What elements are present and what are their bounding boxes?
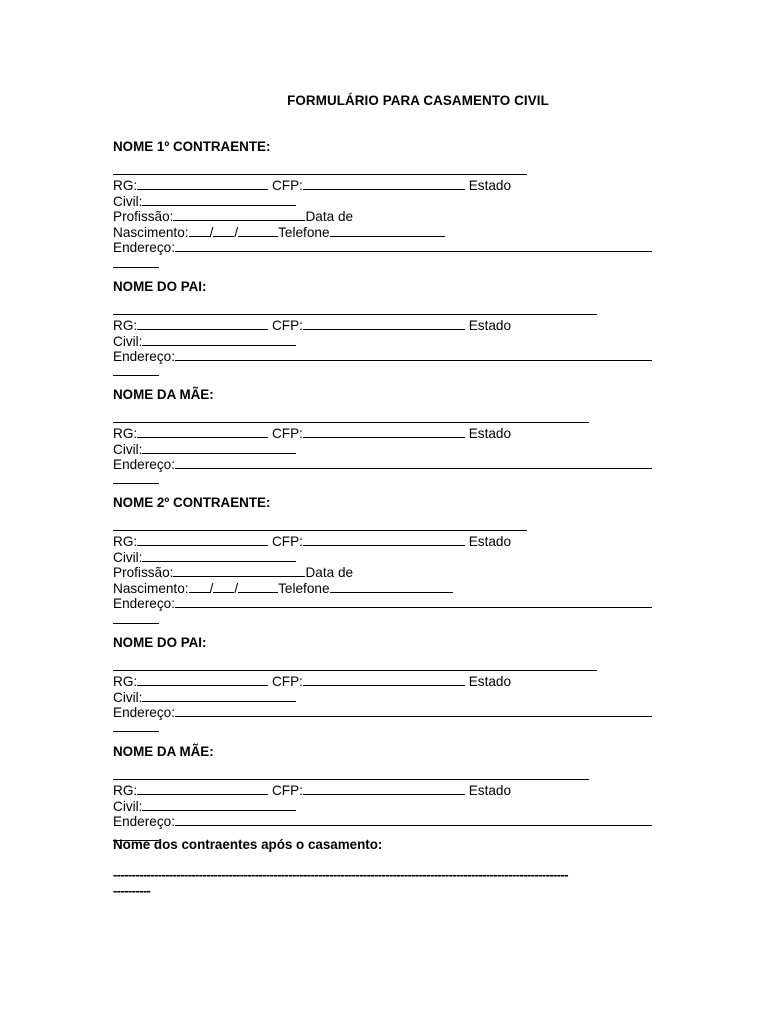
- rg-field[interactable]: [137, 425, 268, 438]
- estado-label: Estado: [468, 426, 512, 441]
- cfp-label: CFP:: [271, 178, 303, 193]
- civil-field[interactable]: [142, 333, 296, 346]
- name-field[interactable]: [113, 303, 658, 317]
- endereco-row: [113, 348, 658, 364]
- month-field[interactable]: [213, 224, 234, 237]
- civil-label: Civil:: [113, 193, 143, 209]
- endereco-row: [113, 813, 658, 829]
- estado-label: Estado: [468, 318, 512, 333]
- telefone-field[interactable]: [330, 580, 453, 593]
- name-field[interactable]: [113, 163, 658, 177]
- profissao-label: Profissão:: [113, 565, 174, 581]
- endereco-label: Endereço:: [113, 240, 175, 256]
- civil-row: [113, 441, 658, 457]
- data-de-label: Data de: [305, 565, 354, 581]
- endereco-field[interactable]: [175, 456, 652, 469]
- data-de-label: Data de: [305, 209, 354, 225]
- civil-label: Civil:: [113, 441, 143, 457]
- name-field[interactable]: [113, 659, 658, 673]
- estado-label: Estado: [468, 178, 512, 193]
- rg-cfp-row: [113, 425, 658, 441]
- endereco-row: [113, 456, 658, 472]
- cfp-label: CFP:: [271, 783, 303, 798]
- rg-cfp-row: [113, 317, 658, 333]
- nascimento-row: [113, 580, 658, 596]
- telefone-label: Telefone: [278, 580, 330, 596]
- nascimento-label: Nascimento:: [113, 224, 189, 240]
- civil-row: [113, 549, 658, 565]
- civil-field[interactable]: [142, 193, 296, 206]
- section-heading: NOME DO PAI:: [113, 635, 207, 650]
- civil-field[interactable]: [142, 549, 296, 562]
- final-dash-line[interactable]: --------------------------------------------------------------------------------------------------------------------------: [113, 867, 568, 882]
- endereco-label: Endereço:: [113, 814, 175, 830]
- civil-row: [113, 689, 658, 705]
- year-field[interactable]: [238, 580, 278, 593]
- section-mae-1: [113, 387, 658, 487]
- rg-label: RG:: [113, 426, 138, 441]
- endereco-field[interactable]: [175, 704, 652, 717]
- rg-cfp-row: [113, 673, 658, 689]
- civil-field[interactable]: [142, 689, 296, 702]
- month-field[interactable]: [213, 580, 234, 593]
- cfp-field[interactable]: [303, 673, 465, 686]
- final-heading: Nome dos contraentes após o casamento:: [113, 837, 383, 852]
- date-separator: /: [234, 580, 239, 596]
- rg-field[interactable]: [137, 782, 268, 795]
- date-separator: /: [209, 224, 214, 240]
- date-separator: /: [209, 580, 214, 596]
- telefone-field[interactable]: [330, 224, 445, 237]
- endereco-label: Endereço:: [113, 596, 175, 612]
- cfp-label: CFP:: [271, 426, 303, 441]
- rg-field[interactable]: [137, 177, 268, 190]
- rg-cfp-row: [113, 533, 658, 549]
- section-heading: NOME 2º CONTRAENTE:: [113, 495, 271, 510]
- rg-label: RG:: [113, 534, 138, 549]
- endereco-field[interactable]: [175, 348, 652, 361]
- endereco-continuation[interactable]: [113, 472, 658, 488]
- civil-row: [113, 193, 658, 209]
- civil-label: Civil:: [113, 798, 143, 814]
- section-heading: NOME DA MÃE:: [113, 387, 214, 402]
- endereco-continuation[interactable]: [113, 255, 658, 271]
- civil-field[interactable]: [142, 441, 296, 454]
- name-field[interactable]: [113, 411, 658, 425]
- rg-field[interactable]: [137, 317, 268, 330]
- nascimento-label: Nascimento:: [113, 580, 189, 596]
- endereco-row: [113, 239, 658, 255]
- date-separator: /: [234, 224, 239, 240]
- name-field[interactable]: [113, 768, 658, 782]
- rg-field[interactable]: [137, 533, 268, 546]
- telefone-label: Telefone: [278, 224, 330, 240]
- rg-label: RG:: [113, 783, 138, 798]
- section-pai-1: [113, 279, 658, 379]
- section-final-names: [113, 837, 658, 898]
- estado-label: Estado: [468, 674, 512, 689]
- endereco-field[interactable]: [175, 813, 652, 826]
- civil-label: Civil:: [113, 333, 143, 349]
- endereco-row: [113, 595, 658, 611]
- section-contraente-1: [113, 139, 658, 271]
- cfp-field[interactable]: [303, 317, 465, 330]
- section-heading: NOME DO PAI:: [113, 279, 207, 294]
- section-contraente-2: [113, 495, 658, 627]
- profissao-field[interactable]: [173, 564, 305, 577]
- estado-label: Estado: [468, 534, 512, 549]
- name-field[interactable]: [113, 519, 658, 533]
- rg-cfp-row: [113, 177, 658, 193]
- endereco-field[interactable]: [175, 239, 652, 252]
- cfp-label: CFP:: [271, 534, 303, 549]
- endereco-label: Endereço:: [113, 705, 175, 721]
- form-title: FORMULÁRIO PARA CASAMENTO CIVIL: [287, 93, 549, 108]
- rg-label: RG:: [113, 178, 138, 193]
- section-pai-2: [113, 635, 658, 735]
- civil-label: Civil:: [113, 549, 143, 565]
- cfp-field[interactable]: [303, 782, 465, 795]
- civil-label: Civil:: [113, 689, 143, 705]
- rg-field[interactable]: [137, 673, 268, 686]
- year-field[interactable]: [238, 224, 278, 237]
- endereco-continuation[interactable]: [113, 611, 658, 627]
- civil-field[interactable]: [142, 798, 296, 811]
- civil-row: [113, 798, 658, 814]
- endereco-row: [113, 704, 658, 720]
- cfp-label: CFP:: [271, 318, 303, 333]
- section-heading: NOME DA MÃE:: [113, 744, 214, 759]
- endereco-label: Endereço:: [113, 457, 175, 473]
- final-dash-line-continuation[interactable]: ----------: [113, 882, 151, 898]
- day-field[interactable]: [189, 580, 210, 593]
- rg-label: RG:: [113, 674, 138, 689]
- endereco-continuation[interactable]: [113, 720, 658, 736]
- cfp-field[interactable]: [303, 425, 465, 438]
- nascimento-row: [113, 224, 658, 240]
- cfp-label: CFP:: [271, 674, 303, 689]
- profissao-row: [113, 564, 658, 580]
- profissao-label: Profissão:: [113, 209, 174, 225]
- endereco-label: Endereço:: [113, 349, 175, 365]
- profissao-row: [113, 208, 658, 224]
- rg-label: RG:: [113, 318, 138, 333]
- cfp-field[interactable]: [303, 533, 465, 546]
- section-heading: NOME 1º CONTRAENTE:: [113, 139, 271, 154]
- estado-label: Estado: [468, 783, 512, 798]
- civil-row: [113, 333, 658, 349]
- profissao-field[interactable]: [173, 208, 305, 221]
- section-mae-2: [113, 744, 658, 844]
- day-field[interactable]: [189, 224, 210, 237]
- rg-cfp-row: [113, 782, 658, 798]
- cfp-field[interactable]: [303, 177, 465, 190]
- endereco-continuation[interactable]: [113, 364, 658, 380]
- endereco-field[interactable]: [175, 595, 652, 608]
